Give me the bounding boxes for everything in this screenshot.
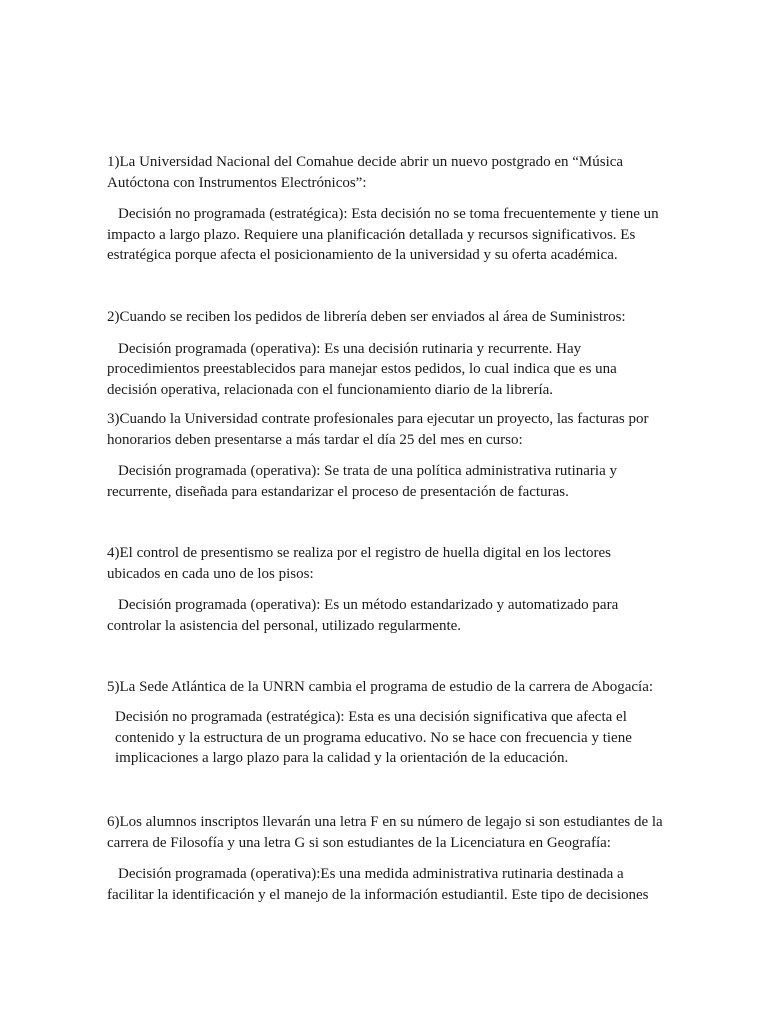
item-3 [107, 409, 667, 502]
question-6: 6)Los alumnos inscriptos llevarán una letra F en su número de legajo si son estudiantes de la carrera de Filosofía y una letra G si son estudiantes de la Licenciatura en Geografía: [107, 814, 663, 851]
question-2: 2)Cuando se reciben los pedidos de librería deben ser enviados al área de Suministros: [107, 309, 626, 325]
item-6 [107, 812, 667, 905]
item-4 [107, 543, 667, 636]
answer-5: Decisión no programada (estratégica): Esta es una decisión significativa que afecta el contenido y la estructura de un programa educativo. No se hace con frecuencia y tiene implicaciones a largo plazo para la calidad y la orientación de la educación. [115, 709, 632, 766]
answer-3: Decisión programada (operativa): Se trata de una política administrativa rutinaria y recurrente, diseñada para estandarizar el proceso de presentación de facturas. [107, 463, 617, 500]
question-1: 1)La Universidad Nacional del Comahue decide abrir un nuevo postgrado en “Música Autóctona con Instrumentos Electrónicos”: [107, 154, 624, 191]
answer-1: Decisión no programada (estratégica): Esta decisión no se toma frecuentemente y tiene un impacto a largo plazo. Requiere una planificación detallada y recursos significativos. Es estratégica porque afecta el posicionamiento de la universidad y su oferta académica. [107, 206, 659, 263]
answer-6: Decisión programada (operativa):Es una medida administrativa rutinaria destinada a facilitar la identificación y el manejo de la información estudiantil. Este tipo de decisiones [107, 866, 649, 903]
question-5: 5)La Sede Atlántica de la UNRN cambia el programa de estudio de la carrera de Abogacía: [107, 679, 654, 695]
item-2 [107, 307, 667, 400]
item-5 [107, 677, 667, 698]
item-5-answer [115, 707, 667, 769]
question-3: 3)Cuando la Universidad contrate profesionales para ejecutar un proyecto, las facturas por honorarios deben presentarse a más tardar el día 25 del mes en curso: [107, 411, 649, 448]
answer-2: Decisión programada (operativa): Es una decisión rutinaria y recurrente. Hay procedimientos preestablecidos para manejar estos pedidos, lo cual indica que es una decisión operativa, relacionada con el funcionamiento diario de la librería. [107, 340, 617, 398]
answer-4: Decisión programada (operativa): Es un método estandarizado y automatizado para controlar la asistencia del personal, utilizado regularmente. [107, 597, 619, 634]
question-4: 4)El control de presentismo se realiza por el registro de huella digital en los lectores ubicados en cada uno de los pisos: [107, 545, 611, 582]
item-1 [107, 152, 667, 266]
